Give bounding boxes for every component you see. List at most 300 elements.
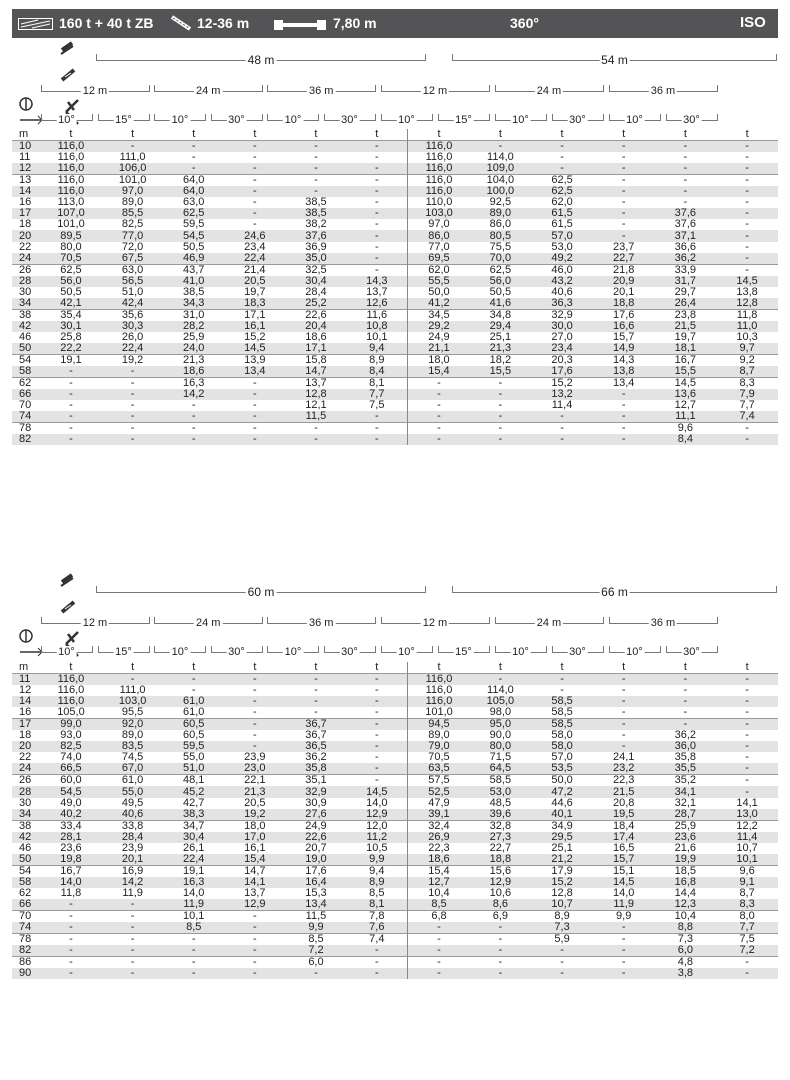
table-row	[12, 854, 778, 866]
capacity-cell: 7,2	[286, 945, 347, 957]
radius-cell: 17	[12, 719, 40, 731]
capacity-cell: -	[314, 706, 318, 719]
capacity-cell: -	[40, 934, 102, 946]
capacity-cell: 6,0	[286, 957, 347, 969]
capacity-cell: 21,2	[531, 854, 593, 866]
jib-length-6: 36 m	[650, 85, 676, 97]
capacity-cell: 8,6	[470, 899, 532, 911]
capacity-cell: 20,1	[102, 854, 164, 866]
capacity-cell: 89,0	[428, 729, 450, 742]
load-chart-panel-2	[12, 572, 778, 1069]
capacity-cell: 21,3	[163, 355, 224, 367]
capacity-cell: 36,2	[305, 751, 327, 764]
capacity-cell: -	[346, 264, 408, 276]
jib-angle-11-tick-left	[609, 114, 610, 121]
capacity-cell: 15,4	[408, 865, 470, 877]
jib-angle-9-tick-right	[546, 646, 547, 653]
capacity-cell: -	[253, 729, 257, 742]
capacity-cell: 19,2	[224, 809, 286, 821]
capacity-cell: -	[531, 163, 593, 175]
capacity-cell: 12,6	[346, 298, 408, 310]
unit-tonnes: t	[716, 129, 778, 141]
capacity-cell: 116,0	[40, 696, 102, 707]
capacity-cell: 17,6	[286, 865, 347, 877]
capacity-cell: 11,8	[716, 309, 778, 321]
capacity-cell: 41,0	[163, 276, 224, 287]
capacity-cell: 36,6	[674, 240, 697, 253]
radius-cell: 26	[12, 264, 40, 276]
capacity-cell: -	[346, 186, 408, 197]
capacity-cell: 18,3	[224, 298, 286, 310]
capacity-cell: 14,2	[102, 877, 164, 888]
capacity-cell: 63,0	[183, 196, 205, 209]
capacity-cell: 50,5	[60, 285, 82, 298]
capacity-cell: -	[286, 163, 347, 175]
capacity-cell: 32,9	[531, 309, 593, 321]
capacity-cell: 9,4	[346, 865, 408, 877]
capacity-cell: -	[224, 163, 286, 175]
jib-angle-5-tick-right	[318, 646, 319, 653]
jib-angle-10-tick-left	[552, 646, 553, 653]
capacity-cell: 17,9	[531, 865, 593, 877]
capacity-cell: -	[470, 674, 532, 686]
capacity-cell: -	[224, 968, 286, 979]
capacity-cell: 74,5	[121, 751, 144, 764]
capacity-cell: 7,8	[346, 911, 408, 923]
capacity-cell: 90,0	[489, 729, 512, 742]
capacity-cell: -	[621, 684, 626, 697]
capacity-cell: 51,0	[121, 285, 144, 298]
jib-angle-9: 10°	[512, 114, 529, 126]
capacity-cell: -	[286, 696, 347, 707]
capacity-cell: 116,0	[425, 151, 453, 164]
capacity-cell: -	[655, 141, 717, 153]
jib-angle-11-tick-right	[660, 646, 661, 653]
capacity-cell: -	[408, 945, 470, 957]
radius-cell: 11	[19, 151, 31, 164]
capacity-cell: -	[593, 934, 655, 946]
unit-tonnes: t	[102, 129, 164, 141]
capacity-cell: 27,6	[286, 809, 347, 821]
table-row	[12, 707, 778, 719]
jib-angle-5: 10°	[284, 646, 302, 658]
capacity-cell: 104,0	[470, 175, 532, 187]
capacity-cell: 34,1	[655, 786, 717, 797]
capacity-cell: 55,0	[183, 751, 205, 764]
capacity-cell: -	[40, 378, 102, 390]
capacity-cell: 16,3	[163, 378, 224, 390]
capacity-cell: 13,4	[224, 366, 286, 378]
capacity-cell: 109,0	[470, 163, 532, 175]
capacity-cell: 9,9	[593, 911, 655, 923]
capacity-cell: 23,6	[60, 841, 82, 854]
capacity-cell: -	[716, 175, 778, 187]
jib-length-3: 36 m	[309, 617, 334, 629]
capacity-cell: -	[40, 434, 102, 445]
capacity-cell: -	[716, 208, 778, 219]
capacity-cell: 29,5	[531, 832, 593, 843]
capacity-cell: 14,0	[346, 798, 408, 809]
capacity-cell: 26,9	[408, 832, 470, 843]
boom-length-1-tick-left	[96, 586, 97, 593]
capacity-cell: 72,0	[121, 240, 144, 253]
capacity-cell: -	[655, 175, 717, 187]
capacity-cell: 49,5	[121, 796, 144, 809]
capacity-cell: 10,4	[655, 911, 717, 923]
capacity-cell: 111,0	[119, 151, 146, 164]
capacity-cell: -	[593, 163, 655, 175]
table-row	[12, 343, 778, 355]
capacity-cell: -	[593, 696, 655, 707]
jib-angle-11-tick-right	[660, 114, 661, 121]
capacity-cell: 14,5	[593, 877, 655, 888]
capacity-cell: 92,0	[102, 719, 164, 731]
capacity-cell: -	[102, 411, 164, 423]
capacity-cell: 35,1	[286, 775, 347, 787]
capacity-cell: 116,0	[408, 674, 470, 686]
capacity-cell: -	[716, 696, 778, 707]
capacity-cell: 82,5	[40, 741, 102, 752]
unit-tonnes: t	[470, 662, 532, 674]
capacity-cell: 63,0	[102, 264, 164, 276]
capacity-cell: -	[224, 186, 286, 197]
capacity-cell: 21,3	[470, 343, 532, 355]
capacity-cell: 8,5	[286, 934, 347, 946]
capacity-cell: 61,5	[531, 208, 593, 219]
capacity-cell: -	[346, 141, 408, 153]
capacity-cell: 35,4	[40, 309, 102, 321]
capacity-cell: 14,5	[346, 786, 408, 797]
capacity-cell: -	[224, 911, 286, 923]
boom-length-2-tick-left	[452, 586, 453, 593]
capacity-cell: 15,6	[470, 865, 532, 877]
capacity-cell: 15,2	[244, 330, 266, 343]
jib-angle-3: 10°	[171, 114, 189, 126]
capacity-cell: 25,1	[489, 330, 512, 343]
table-row	[12, 888, 778, 899]
capacity-cell: -	[470, 945, 532, 957]
table-row	[12, 434, 778, 445]
capacity-cell: -	[745, 240, 749, 253]
jib-length-4: 12 m	[422, 617, 448, 629]
capacity-cell: 48,5	[489, 796, 512, 809]
unit-tonnes: t	[470, 129, 532, 141]
capacity-cell: -	[40, 423, 102, 435]
radius-cell: 11	[12, 674, 40, 686]
capacity-cell: 7,5	[716, 934, 778, 946]
capacity-cell: 37,6	[674, 218, 697, 231]
radius-cell: 13	[12, 175, 40, 187]
capacity-cell: 10,7	[531, 899, 593, 911]
capacity-cell: 36,2	[655, 253, 717, 265]
capacity-cell: -	[531, 411, 593, 423]
capacity-cell: 36,7	[286, 719, 347, 731]
jib-angle-1: 10°	[58, 114, 75, 126]
capacity-cell: 70,5	[428, 751, 450, 764]
capacity-cell: 8,4	[346, 366, 408, 378]
capacity-cell: -	[745, 151, 749, 164]
capacity-cell: -	[163, 674, 224, 686]
capacity-cell: 14,0	[183, 886, 205, 899]
capacity-cell: 17,1	[224, 309, 286, 321]
capacity-cell: 25,9	[183, 330, 205, 343]
capacity-cell: 29,7	[674, 285, 697, 298]
capacity-cell: 57,0	[531, 230, 593, 241]
jib-length-1-tick-left	[41, 85, 42, 92]
table-row	[12, 423, 778, 435]
capacity-cell: 8,1	[346, 378, 408, 390]
jib-angle-3-tick-right	[205, 114, 206, 121]
capacity-cell: -	[224, 696, 286, 707]
capacity-cell: -	[593, 175, 655, 187]
capacity-cell: 14,0	[612, 886, 635, 899]
unit-tonnes: t	[40, 129, 102, 141]
capacity-cell: 61,0	[163, 696, 224, 707]
capacity-cell: -	[224, 389, 286, 400]
radius-cell: 20	[12, 230, 40, 241]
load-table	[12, 129, 778, 445]
capacity-cell: 15,5	[655, 366, 717, 378]
capacity-cell: 58,0	[551, 729, 573, 742]
capacity-cell: 80,0	[60, 240, 82, 253]
capacity-cell: 82,5	[121, 218, 144, 231]
jib-angle-9-tick-left	[495, 646, 496, 653]
unit-tonnes: t	[163, 662, 224, 674]
table-row	[12, 355, 778, 367]
capacity-cell: 21,5	[593, 786, 655, 797]
capacity-cell: -	[224, 208, 286, 219]
capacity-cell: 86,0	[489, 218, 512, 231]
capacity-cell: 93,0	[60, 729, 82, 742]
capacity-cell: 22,4	[224, 253, 286, 265]
capacity-cell: 23,9	[244, 751, 266, 764]
capacity-cell: 8,1	[346, 899, 408, 911]
capacity-cell: 55,0	[102, 786, 164, 797]
jib-angle-7-tick-left	[381, 646, 382, 653]
unit-tonnes: t	[346, 129, 408, 141]
capacity-cell: 17,0	[224, 832, 286, 843]
radius-cell: 82	[12, 434, 40, 445]
capacity-cell: -	[253, 196, 257, 209]
luffing-jib-icon	[170, 15, 192, 31]
capacity-cell: 26,0	[121, 330, 144, 343]
jib-length-4-tick-left	[381, 617, 382, 624]
capacity-cell: 10,5	[346, 843, 408, 854]
capacity-cell: -	[346, 197, 408, 208]
capacity-cell: -	[408, 378, 470, 390]
capacity-cell: -	[655, 696, 717, 707]
capacity-cell: -	[470, 423, 532, 435]
capacity-cell: 21,3	[224, 786, 286, 797]
jib-angle-11-tick-left	[609, 646, 610, 653]
capacity-cell: 116,0	[40, 141, 102, 153]
capacity-cell: -	[498, 399, 503, 412]
jib-angle-10: 30°	[569, 114, 586, 126]
capacity-cell: 58,5	[531, 696, 593, 707]
table-row	[12, 809, 778, 821]
capacity-cell: 32,5	[286, 264, 347, 276]
capacity-cell: 15,2	[531, 877, 593, 888]
capacity-cell: 116,0	[408, 696, 470, 707]
capacity-cell: -	[191, 684, 196, 697]
capacity-cell: 55,5	[408, 276, 470, 287]
jib-angle-11: 10°	[626, 114, 643, 126]
capacity-cell: 36,0	[655, 741, 717, 752]
jib-angle-2: 15°	[115, 646, 132, 658]
capacity-cell: 114,0	[487, 151, 514, 164]
jib-length-2-tick-right	[262, 617, 263, 624]
jib-angle-4: 30°	[228, 114, 245, 126]
capacity-cell: 22,4	[163, 854, 224, 866]
capacity-cell: -	[593, 186, 655, 197]
radius-cell: 18	[19, 729, 32, 742]
radius-cell: 46	[19, 330, 32, 343]
jib-angle-12-tick-right	[717, 646, 718, 653]
jib-length-3-tick-right	[375, 85, 376, 92]
capacity-cell: 101,0	[57, 218, 85, 231]
capacity-cell: 25,9	[655, 820, 717, 832]
jib-angle-9: 10°	[512, 646, 529, 658]
table-row	[12, 911, 778, 923]
capacity-cell: 30,1	[40, 321, 102, 332]
capacity-cell: 28,1	[40, 832, 102, 843]
capacity-cell: 36,2	[674, 729, 697, 742]
capacity-cell: -	[593, 434, 655, 445]
capacity-cell: -	[346, 163, 408, 175]
capacity-cell: 35,5	[655, 763, 717, 775]
capacity-cell: 57,0	[551, 751, 573, 764]
capacity-cell: 18,8	[593, 298, 655, 310]
capacity-cell: 14,5	[655, 378, 717, 390]
table-row	[12, 378, 778, 390]
main-boom-icon	[61, 43, 73, 54]
radius-cell: 70	[12, 911, 40, 923]
capacity-cell: 24,9	[286, 820, 347, 832]
capacity-cell: -	[621, 218, 626, 231]
capacity-cell: 25,1	[551, 841, 573, 854]
capacity-cell: 12,2	[716, 820, 778, 832]
capacity-cell: 41,2	[408, 298, 470, 310]
capacity-cell: 23,9	[121, 841, 144, 854]
capacity-cell: 12,9	[346, 809, 408, 821]
capacity-cell: 18,0	[224, 820, 286, 832]
capacity-cell: 10,1	[163, 911, 224, 923]
capacity-cell: -	[437, 399, 441, 412]
capacity-cell: -	[224, 411, 286, 423]
unit-tonnes: t	[593, 129, 655, 141]
capacity-cell: 46,9	[163, 253, 224, 265]
capacity-cell: 36,5	[286, 741, 347, 752]
table-row	[12, 945, 778, 957]
capacity-cell: -	[163, 411, 224, 423]
jib-angle-5-tick-right	[318, 114, 319, 121]
capacity-cell: 36,7	[305, 729, 327, 742]
capacity-cell: 7,7	[716, 922, 778, 934]
capacity-cell: -	[102, 934, 164, 946]
jib-length-4: 12 m	[422, 85, 448, 97]
capacity-cell: -	[286, 186, 347, 197]
capacity-cell: 18,6	[163, 366, 224, 378]
capacity-cell: 18,8	[470, 854, 532, 866]
jib-angle-6-tick-left	[324, 646, 325, 653]
capacity-cell: 19,1	[163, 865, 224, 877]
jib-angle-9-tick-left	[495, 114, 496, 121]
capacity-cell: 23,4	[531, 343, 593, 355]
capacity-cell: 10,1	[716, 854, 778, 866]
capacity-cell: 15,7	[612, 330, 635, 343]
capacity-cell: 10,7	[736, 841, 758, 854]
capacity-cell: 56,5	[102, 276, 164, 287]
capacity-cell: -	[224, 719, 286, 731]
capacity-cell: -	[593, 411, 655, 423]
table-row	[12, 899, 778, 911]
capacity-cell: 86,0	[408, 230, 470, 241]
capacity-cell: 16,7	[40, 865, 102, 877]
capacity-cell: 38,3	[163, 809, 224, 821]
capacity-cell: 7,2	[716, 945, 778, 957]
jib-angle-8: 15°	[455, 646, 472, 658]
capacity-cell: 94,5	[408, 719, 470, 731]
jib-angle-9-tick-right	[546, 114, 547, 121]
capacity-cell: 10,6	[489, 886, 512, 899]
radius-cell: 28	[12, 786, 40, 797]
radius-cell: 10	[12, 141, 40, 153]
capacity-cell: 13,0	[716, 809, 778, 821]
capacity-cell: 22,6	[286, 309, 347, 321]
capacity-cell: 42,4	[102, 298, 164, 310]
capacity-cell: -	[716, 434, 778, 445]
jib-length-4-tick-left	[381, 85, 382, 92]
capacity-cell: -	[40, 957, 102, 969]
capacity-cell: -	[130, 399, 135, 412]
capacity-cell: 27,3	[470, 832, 532, 843]
radius-cell: 14	[12, 186, 40, 197]
jib-angle-6-tick-left	[324, 114, 325, 121]
capacity-cell: 49,2	[531, 253, 593, 265]
capacity-cell: 80,5	[470, 230, 532, 241]
capacity-cell: 22,6	[286, 832, 347, 843]
capacity-cell: -	[40, 945, 102, 957]
capacity-cell: 33,4	[40, 820, 102, 832]
capacity-cell: 23,8	[655, 309, 717, 321]
capacity-cell: 34,8	[470, 309, 532, 321]
capacity-cell: -	[346, 230, 408, 241]
capacity-cell: 40,6	[102, 809, 164, 821]
jib-length-5-tick-left	[495, 617, 496, 624]
capacity-cell: 21,4	[224, 264, 286, 276]
capacity-cell: -	[346, 752, 408, 763]
jib-angle-10: 30°	[569, 646, 586, 658]
jib-angle-2-tick-right	[149, 646, 150, 653]
capacity-cell: -	[716, 163, 778, 175]
capacity-cell: 11,4	[716, 832, 778, 843]
radius-cell: 24	[12, 253, 40, 265]
capacity-cell: 105,0	[470, 696, 532, 707]
capacity-cell: 17,6	[531, 366, 593, 378]
table-row	[12, 934, 778, 946]
capacity-cell: 12,8	[551, 886, 573, 899]
capacity-cell: 8,4	[655, 434, 717, 445]
capacity-cell: -	[224, 674, 286, 686]
capacity-cell: 11,0	[716, 321, 778, 332]
capacity-cell: 12,1	[305, 399, 327, 412]
table-row	[12, 400, 778, 411]
capacity-cell: 14,7	[224, 865, 286, 877]
capacity-cell: 33,8	[102, 820, 164, 832]
capacity-cell: -	[716, 786, 778, 797]
capacity-cell: 40,2	[40, 809, 102, 821]
unit-tonnes: t	[408, 662, 470, 674]
